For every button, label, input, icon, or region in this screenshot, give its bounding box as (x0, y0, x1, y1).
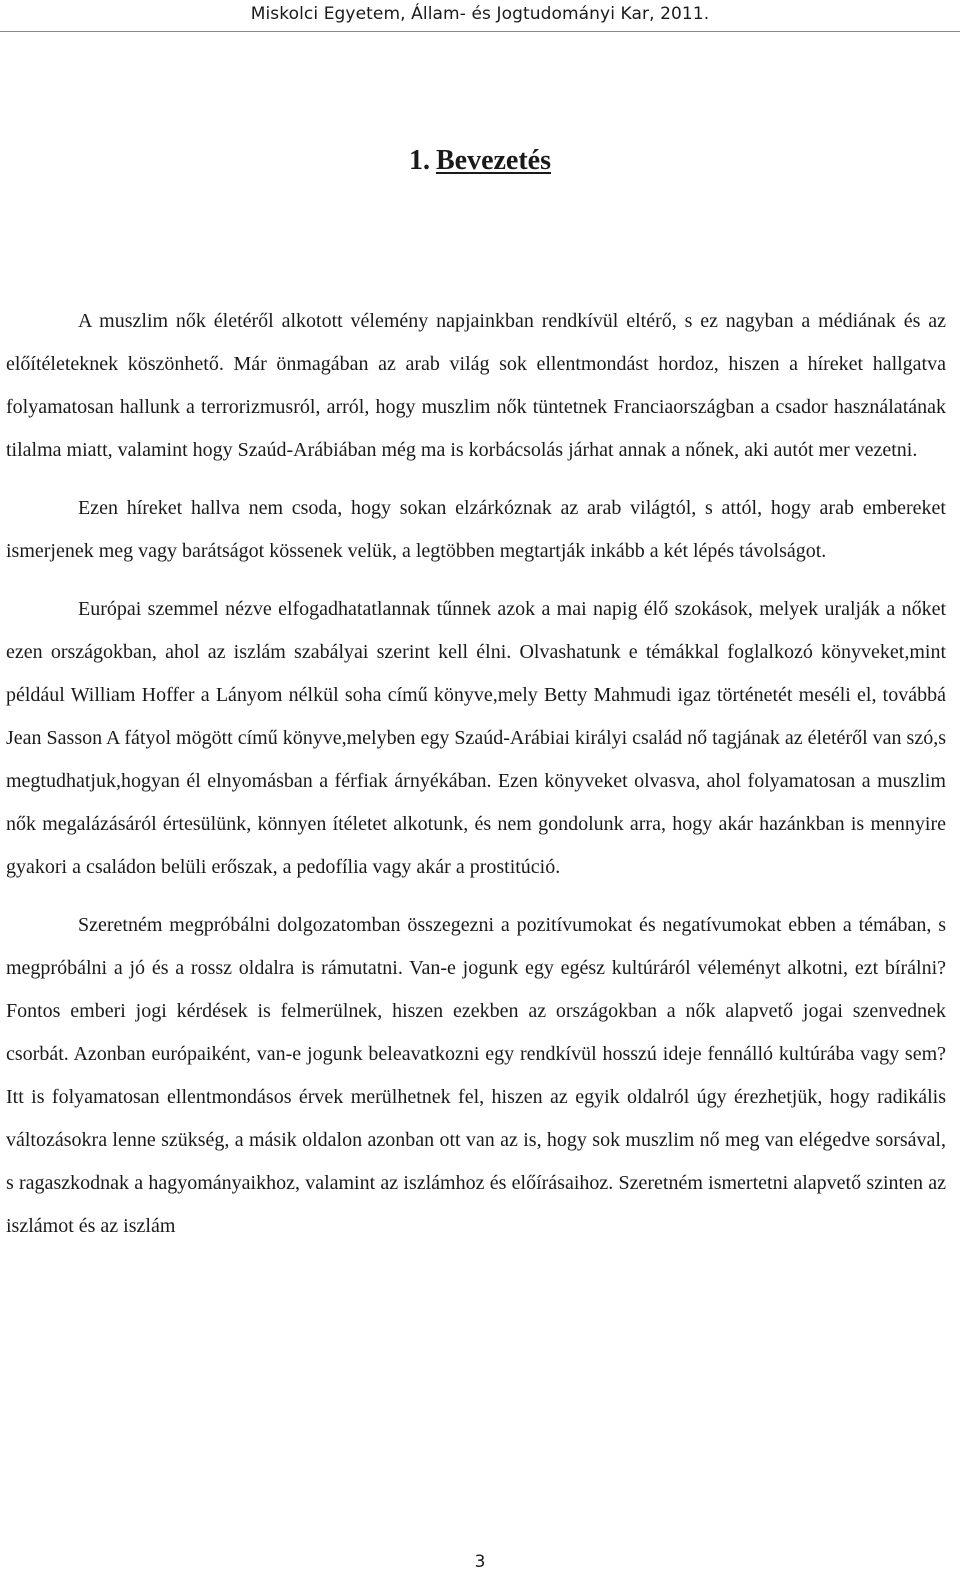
running-header: Miskolci Egyetem, Állam- és Jogtudományi Kar, 2011. (250, 4, 710, 24)
header-rule (0, 31, 960, 32)
body-text (6, 300, 946, 1248)
chapter-title (0, 145, 960, 177)
paragraph-news: Ezen híreket hallva nem csoda, hogy sokan elzárkóznak az arab világtól, s attól, hogy arab embereket ismerjenek meg vagy barátságot kössenek velük, a legtöbben megtartják inkább a két lépés távolságot. (6, 497, 946, 562)
chapter-number: 1. (408, 145, 430, 176)
paragraph-european-view: Európai szemmel nézve elfogadhatatlannak tűnnek azok a mai napig élő szokások, melyek uralják a nőket ezen országokban, ahol az iszlám szabályai szerint kell élni. Olvashatunk e témákkal foglalkozó könyveket,mint például William Hoffer a Lányom nélkül soha című könyve,mely Betty Mahmudi igaz történetét meséli el, továbbá Jean Sasson A fátyol mögött című könyve,melyben egy Szaúd-Arábiai királyi család nő tagjának az életéről van szó,s megtudhatjuk,hogyan él elnyomásban a férfiak árnyékában. Ezen könyveket olvasva, ahol folyamatosan a muszlim nők megalázásáról értesülünk, könnyen ítéletet alkotunk, és nem gondolunk arra, hogy akár hazánkban is mennyire gyakori a családon belüli erőszak, a pedofília vagy akár a prostitúció. (6, 598, 946, 878)
paragraph-aims: Szeretném megpróbálni dolgozatomban összegezni a pozitívumokat és negatívumokat ebben a témában, s megpróbálni a jó és a rossz oldalra is rámutatni. Van-e jogunk egy egész kultúráról véleményt alkotni, ezt bírálni? Fontos emberi jogi kérdések is felmerülnek, hiszen ezekben az országokban a nők alapvető jogai szenvednek csorbát. Azonban európaiként, van-e jogunk beleavatkozni egy rendkívül hosszú ideje fennálló kultúrába vagy sem? Itt is folyamatosan ellentmondásos érvek merülhetnek fel, hiszen az egyik oldalról úgy érezhetjük, hogy radikális változásokra lenne szükség, a másik oldalon azonban ott van az is, hogy sok muszlim nő meg van elégedve sorsával, s ragaszkodnak a hagyományaikhoz, valamint az iszlámhoz és előírásaihoz. Szeretném ismertetni alapvető szinten az iszlámot és az iszlám (6, 914, 946, 1237)
page-number: 3 (474, 1552, 486, 1572)
chapter-heading: Bevezetés (435, 145, 552, 176)
paragraph-intro: A muszlim nők életéről alkotott vélemény napjainkban rendkívül eltérő, s ez nagyban a médiának és az előítéleteknek köszönhető. Már önmagában az arab világ sok ellentmondást hordoz, hiszen a híreket hallgatva folyamatosan hallunk a terrorizmusról, arról, hogy muszlim nők tüntetnek Franciaországban a csador használatának tilalma miatt, valamint hogy Szaúd-Arábiában még ma is korbácsolás járhat annak a nőnek, aki autót mer vezetni. (6, 310, 946, 461)
